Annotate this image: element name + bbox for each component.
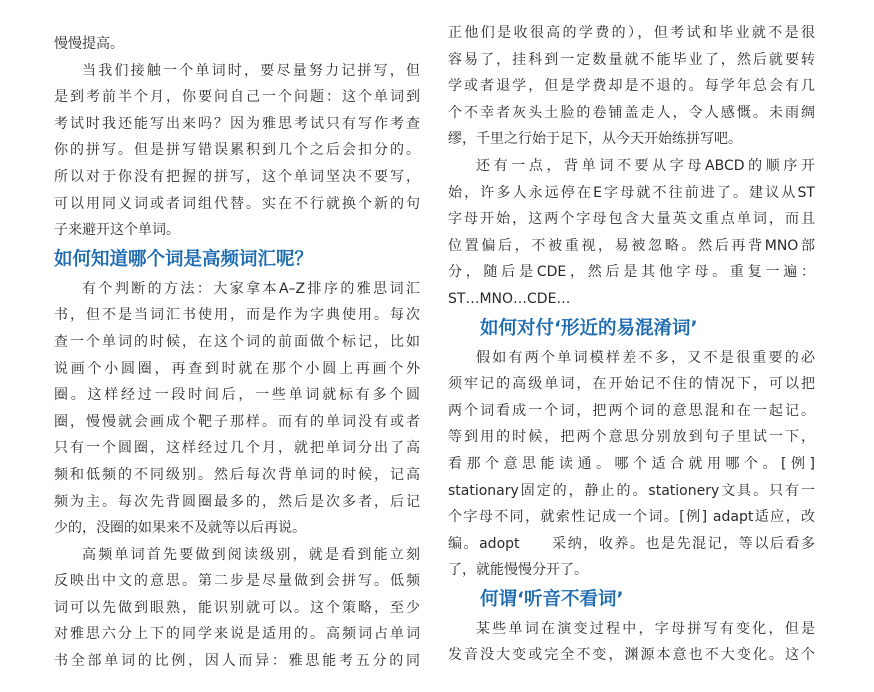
text-line: 考试时我还能写出来吗？因为雅思考试只有写作考查 bbox=[54, 115, 420, 132]
text-line: 对雅思六分上下的同学来说是适用的。高频词占单词 bbox=[54, 626, 420, 643]
text-line: 正他们是收很高的学费的），但考试和毕业就不是很 bbox=[448, 25, 815, 41]
text-line: 频为主。每次先背圆圈最多的，然后是次多者，后记 bbox=[54, 493, 420, 510]
text-line: 书，但不是当词汇书使用，而是作为字典使用。每次 bbox=[54, 307, 420, 324]
left-column bbox=[54, 31, 420, 675]
text-line: 发音没大变或完全不变，渊源本意也不大变化。这个 bbox=[448, 647, 815, 664]
text-line: 圈，慢慢就会画成个靶子那样。而有的单词没有或者 bbox=[54, 413, 420, 430]
text-line: ST…MNO…CDE… bbox=[448, 290, 571, 307]
text-line: 两个词看成一个词，把两个词的意思混和在一起记。 bbox=[448, 402, 815, 419]
text-line: 了，就能慢慢分开了。 bbox=[448, 562, 588, 579]
text-line: 字母开始，这两个字母包含大量英文重点单词，而且 bbox=[448, 211, 815, 228]
text-line: 有个判断的方法：大家拿本A–Z排序的雅思词汇 bbox=[82, 280, 420, 297]
text-line: 还有一点，背单词不要从字母ABCD的顺序开 bbox=[476, 157, 815, 174]
text-line: 子来避开这个单词。 bbox=[54, 222, 180, 239]
text-line: 少的，没圈的如果来不及就等以后再说。 bbox=[54, 520, 306, 537]
text-line: 学或者退学，但是学费却是不退的。每学年总会有几 bbox=[448, 78, 815, 95]
text-line: 圈。这样经过一段时间后，一些单词就标有多个圆 bbox=[54, 387, 420, 404]
text-line: 你的拼写。但是拼写错误累积到几个之后会扣分的。 bbox=[54, 142, 420, 159]
text-line: stationary固定的，静止的。stationery文具。只有一 bbox=[448, 482, 815, 499]
text-line: 个不幸者灰头土脸的卷铺盖走人，令人感慨。未雨绸 bbox=[448, 104, 815, 121]
text-line: 等到用的时候，把两个意思分别放到句子里试一下， bbox=[448, 429, 815, 446]
text-line: 只有一个圆圈，这样经过几个月，就把单词分出了高 bbox=[54, 440, 420, 457]
section-heading: 何谓‘听音不看词’ bbox=[480, 588, 624, 610]
text-line: 编。adopt 采纳，收养。也是先混记，等以后看多 bbox=[448, 535, 815, 552]
text-line: 说画个小圆圈，再查到时就在那个小圆上再画个外 bbox=[54, 360, 420, 377]
section-heading: 如何知道哪个词是高频词汇呢？ bbox=[54, 248, 314, 270]
text-line: 始，许多人永远停在E字母就不往前进了。建议从ST bbox=[448, 184, 815, 201]
text-line: 须牢记的高级单词，在开始记不住的情况下，可以把 bbox=[448, 376, 815, 393]
text-line: 分，随后是CDE，然后是其他字母。重复一遍： bbox=[448, 264, 815, 281]
text-line: 高频单词首先要做到阅读级别，就是看到能立刻 bbox=[82, 546, 420, 563]
text-line: 是到考前半个月，你要问自己一个问题：这个单词到 bbox=[54, 89, 420, 106]
right-column bbox=[448, 20, 815, 669]
text-line: 词可以先做到眼熟，能识别就可以。这个策略，至少 bbox=[54, 599, 420, 616]
text-line: 看那个意思能读通。哪个适合就用哪个。[例] bbox=[448, 455, 815, 472]
text-line: 反映出中文的意思。第二步是尽量做到会拼写。低频 bbox=[54, 573, 420, 590]
text-line: 慢慢提高。 bbox=[54, 36, 124, 52]
text-line: 缪，千里之行始于足下，从今天开始练拼写吧。 bbox=[448, 131, 742, 148]
section-heading: 如何对付‘形近的易混淆词’ bbox=[480, 317, 698, 339]
text-line: 查一个单词的时候，在这个词的前面做个标记，比如 bbox=[54, 333, 420, 350]
text-line: 容易了，挂科到一定数量就不能毕业了，然后就要转 bbox=[448, 51, 815, 68]
text-line: 书全部单词的比例，因人而异：雅思能考五分的同 bbox=[54, 653, 420, 670]
text-line: 当我们接触一个单词时，要尽量努力记拼写，但 bbox=[82, 62, 420, 79]
text-line: 位置偏后，不被重视，易被忽略。然后再背MNO部 bbox=[448, 237, 815, 254]
text-line: 个字母不同，就索性记成一个词。[例] adapt适应，改 bbox=[448, 509, 815, 526]
text-line: 可以用同义词或者词组代替。实在不行就换个新的句 bbox=[54, 195, 420, 212]
text-line: 所以对于你没有把握的拼写，这个单词坚决不要写， bbox=[54, 168, 420, 185]
text-line: 频和低频的不同级别。然后每次背单词的时候，记高 bbox=[54, 466, 420, 483]
text-line: 假如有两个单词模样差不多，又不是很重要的必 bbox=[476, 349, 815, 366]
text-line: 某些单词在演变过程中，字母拼写有变化，但是 bbox=[476, 620, 815, 637]
